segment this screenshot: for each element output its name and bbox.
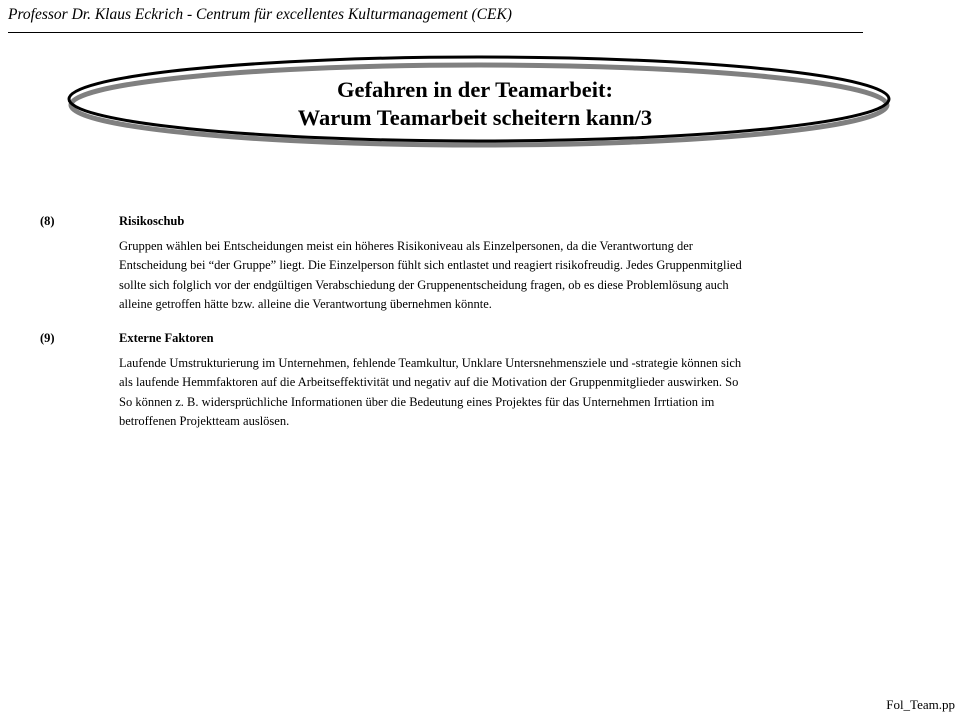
page-title	[150, 76, 800, 132]
section-number: (9)	[40, 331, 55, 345]
title-line-2: Warum Teamarbeit scheitern kann/3	[297, 105, 653, 130]
section-body	[119, 237, 919, 315]
section-heading: Externe Faktoren	[119, 331, 214, 345]
body-line: betroffenen Projektteam auslösen.	[119, 414, 290, 429]
body-line: So können z. B. widersprüchliche Informationen über die Bedeutung eines Projektes für das Unternehmen Irrtiation im	[119, 394, 715, 409]
page-header: Professor Dr. Klaus Eckrich - Centrum für excellentes Kulturmanagement (CEK)	[8, 6, 512, 23]
body-line: alleine getroffen hätte bzw. alleine die Verantwortung übernehmen könnte.	[119, 297, 492, 312]
body-line: Gruppen wählen bei Entscheidungen meist ein höheres Risikoniveau als Einzelpersonen, da die Verantwortung der	[119, 239, 693, 253]
body-line: sollte sich folglich vor der endgültigen Verabschiedung der Gruppenentscheidung fragen, ob es diese Problemlösung auch	[119, 277, 729, 292]
body-line: Entscheidung bei “der Gruppe” liegt. Die Einzelperson fühlt sich entlastet und reagiert risikofreudig. Jedes Gruppenmitglied	[119, 258, 742, 273]
section-number: (8)	[40, 214, 55, 228]
body-line: als laufende Hemmfaktoren auf die Arbeitseffektivität und negativ auf die Motivation der Gruppenmitglieder auswirken. So	[119, 375, 739, 390]
section-body	[119, 354, 919, 432]
body-line: Laufende Umstrukturierung im Unternehmen, fehlende Teamkultur, Unklare Untersnehmensziele und -strategie können sich	[119, 356, 742, 370]
section-heading: Risikoschub	[119, 214, 185, 228]
footer-filename: Fol_Team.pp	[886, 697, 955, 712]
header-divider	[8, 32, 863, 33]
title-line-1: Gefahren in der Teamarbeit:	[336, 77, 614, 102]
